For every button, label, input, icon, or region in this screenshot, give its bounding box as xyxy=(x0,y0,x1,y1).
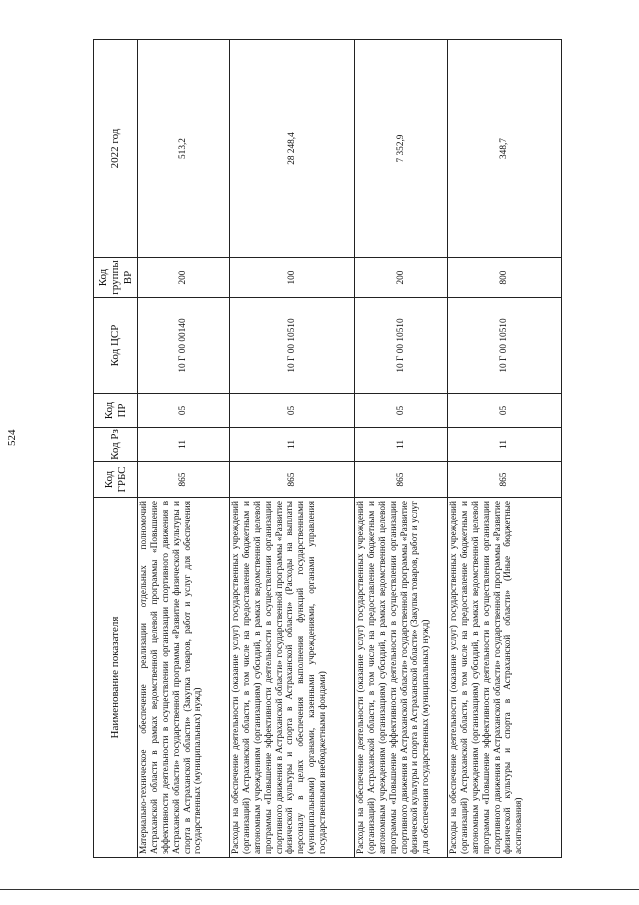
table-row xyxy=(230,40,355,858)
vr-cell: 200 xyxy=(355,258,448,298)
header-vr-group-code: Код группы ВР xyxy=(94,258,138,298)
grbs-cell: 865 xyxy=(448,462,562,498)
amount-2022-cell: 28 248,4 xyxy=(230,40,355,258)
grbs-cell: 865 xyxy=(230,462,355,498)
header-row xyxy=(94,40,138,858)
amount-2022-cell: 513,2 xyxy=(138,40,230,258)
table-row xyxy=(448,40,562,858)
header-indicator-name: Наименование показателя xyxy=(94,498,138,858)
amount-2022-cell: 348,7 xyxy=(448,40,562,258)
rz-cell: 11 xyxy=(138,428,230,462)
vr-cell: 800 xyxy=(448,258,562,298)
indicator-name-cell: Расходы на обеспечение деятельности (оказание услуг) государственных учреждений (организаций) Астраханской области, в том числе на предоставление бюджетным и автономным учреждениям (организациям) субсидий, в рамках ведомственной целевой программы «Повышение эффективности деятельности в осуществлении организации спортивного движения в Астраханской области» государственной программы «Развитие физической культуры и спорта в Астраханской области» (Закупка товаров, работ и услуг для обеспечения государственных (муниципальных) нужд) xyxy=(355,498,448,858)
indicator-name-cell: Расходы на обеспечение деятельности (оказание услуг) государственных учреждений (организаций) Астраханской области, в том числе на предоставление бюджетным и автономным учреждениям (организациям) субсидий, в рамках ведомственной целевой программы «Повышение эффективности деятельности в осуществлении организации спортивного движения в Астраханской области» государственной программы «Развитие физической культуры и спорта в Астраханской области» (Иные бюджетные ассигнования) xyxy=(448,498,562,858)
header-csr-code: Код ЦСР xyxy=(94,298,138,394)
header-pr-code: Код ПР xyxy=(94,394,138,428)
header-year-2022: 2022 год xyxy=(94,40,138,258)
csr-cell: 10 Г 00 10510 xyxy=(230,298,355,394)
csr-cell: 10 Г 00 10510 xyxy=(448,298,562,394)
csr-cell: 10 Г 00 00140 xyxy=(138,298,230,394)
pr-cell: 05 xyxy=(355,394,448,428)
table-row xyxy=(355,40,448,858)
indicator-name-cell: Материально-техническое обеспечение реализации отдельных полномочий Астраханской области в рамках ведомственной целевой программы «Повышение эффективности деятельности в осуществлении организации спортивного движения в Астраханской области» государственной программы «Развитие физической культуры и спорта в Астраханской области» (Закупка товаров, работ и услуг для обеспечения государственных (муниципальных) нужд) xyxy=(138,498,230,858)
rz-cell: 11 xyxy=(230,428,355,462)
vr-cell: 100 xyxy=(230,258,355,298)
rotated-table-wrapper xyxy=(93,40,561,858)
budget-table xyxy=(93,39,562,858)
header-rz-code: Код Рз xyxy=(94,428,138,462)
pr-cell: 05 xyxy=(138,394,230,428)
grbs-cell: 865 xyxy=(138,462,230,498)
rz-cell: 11 xyxy=(355,428,448,462)
pr-cell: 05 xyxy=(230,394,355,428)
rz-cell: 11 xyxy=(448,428,562,462)
pr-cell: 05 xyxy=(448,394,562,428)
amount-2022-cell: 7 352,9 xyxy=(355,40,448,258)
bottom-divider xyxy=(0,889,639,890)
page-number: 524 xyxy=(6,429,18,446)
vr-cell: 200 xyxy=(138,258,230,298)
header-grbs-code: Код ГРБС xyxy=(94,462,138,498)
grbs-cell: 865 xyxy=(355,462,448,498)
csr-cell: 10 Г 00 10510 xyxy=(355,298,448,394)
table-row xyxy=(138,40,230,858)
indicator-name-cell: Расходы на обеспечение деятельности (оказание услуг) государственных учреждений (организаций) Астраханской области, в том числе на предоставление бюджетным и автономным учреждениям (организациям) субсидий, в рамках ведомственной целевой программы «Повышение эффективности деятельности в осуществлении организации спортивного движения в Астраханской области» государственной программы «Развитие физической культуры и спорта в Астраханской области» (Расходы на выплаты персоналу в целях обеспечения выполнения функций государственными (муниципальными) органами, казенными учреждениями, органами управления государственными внебюджетными фондами) xyxy=(230,498,355,858)
